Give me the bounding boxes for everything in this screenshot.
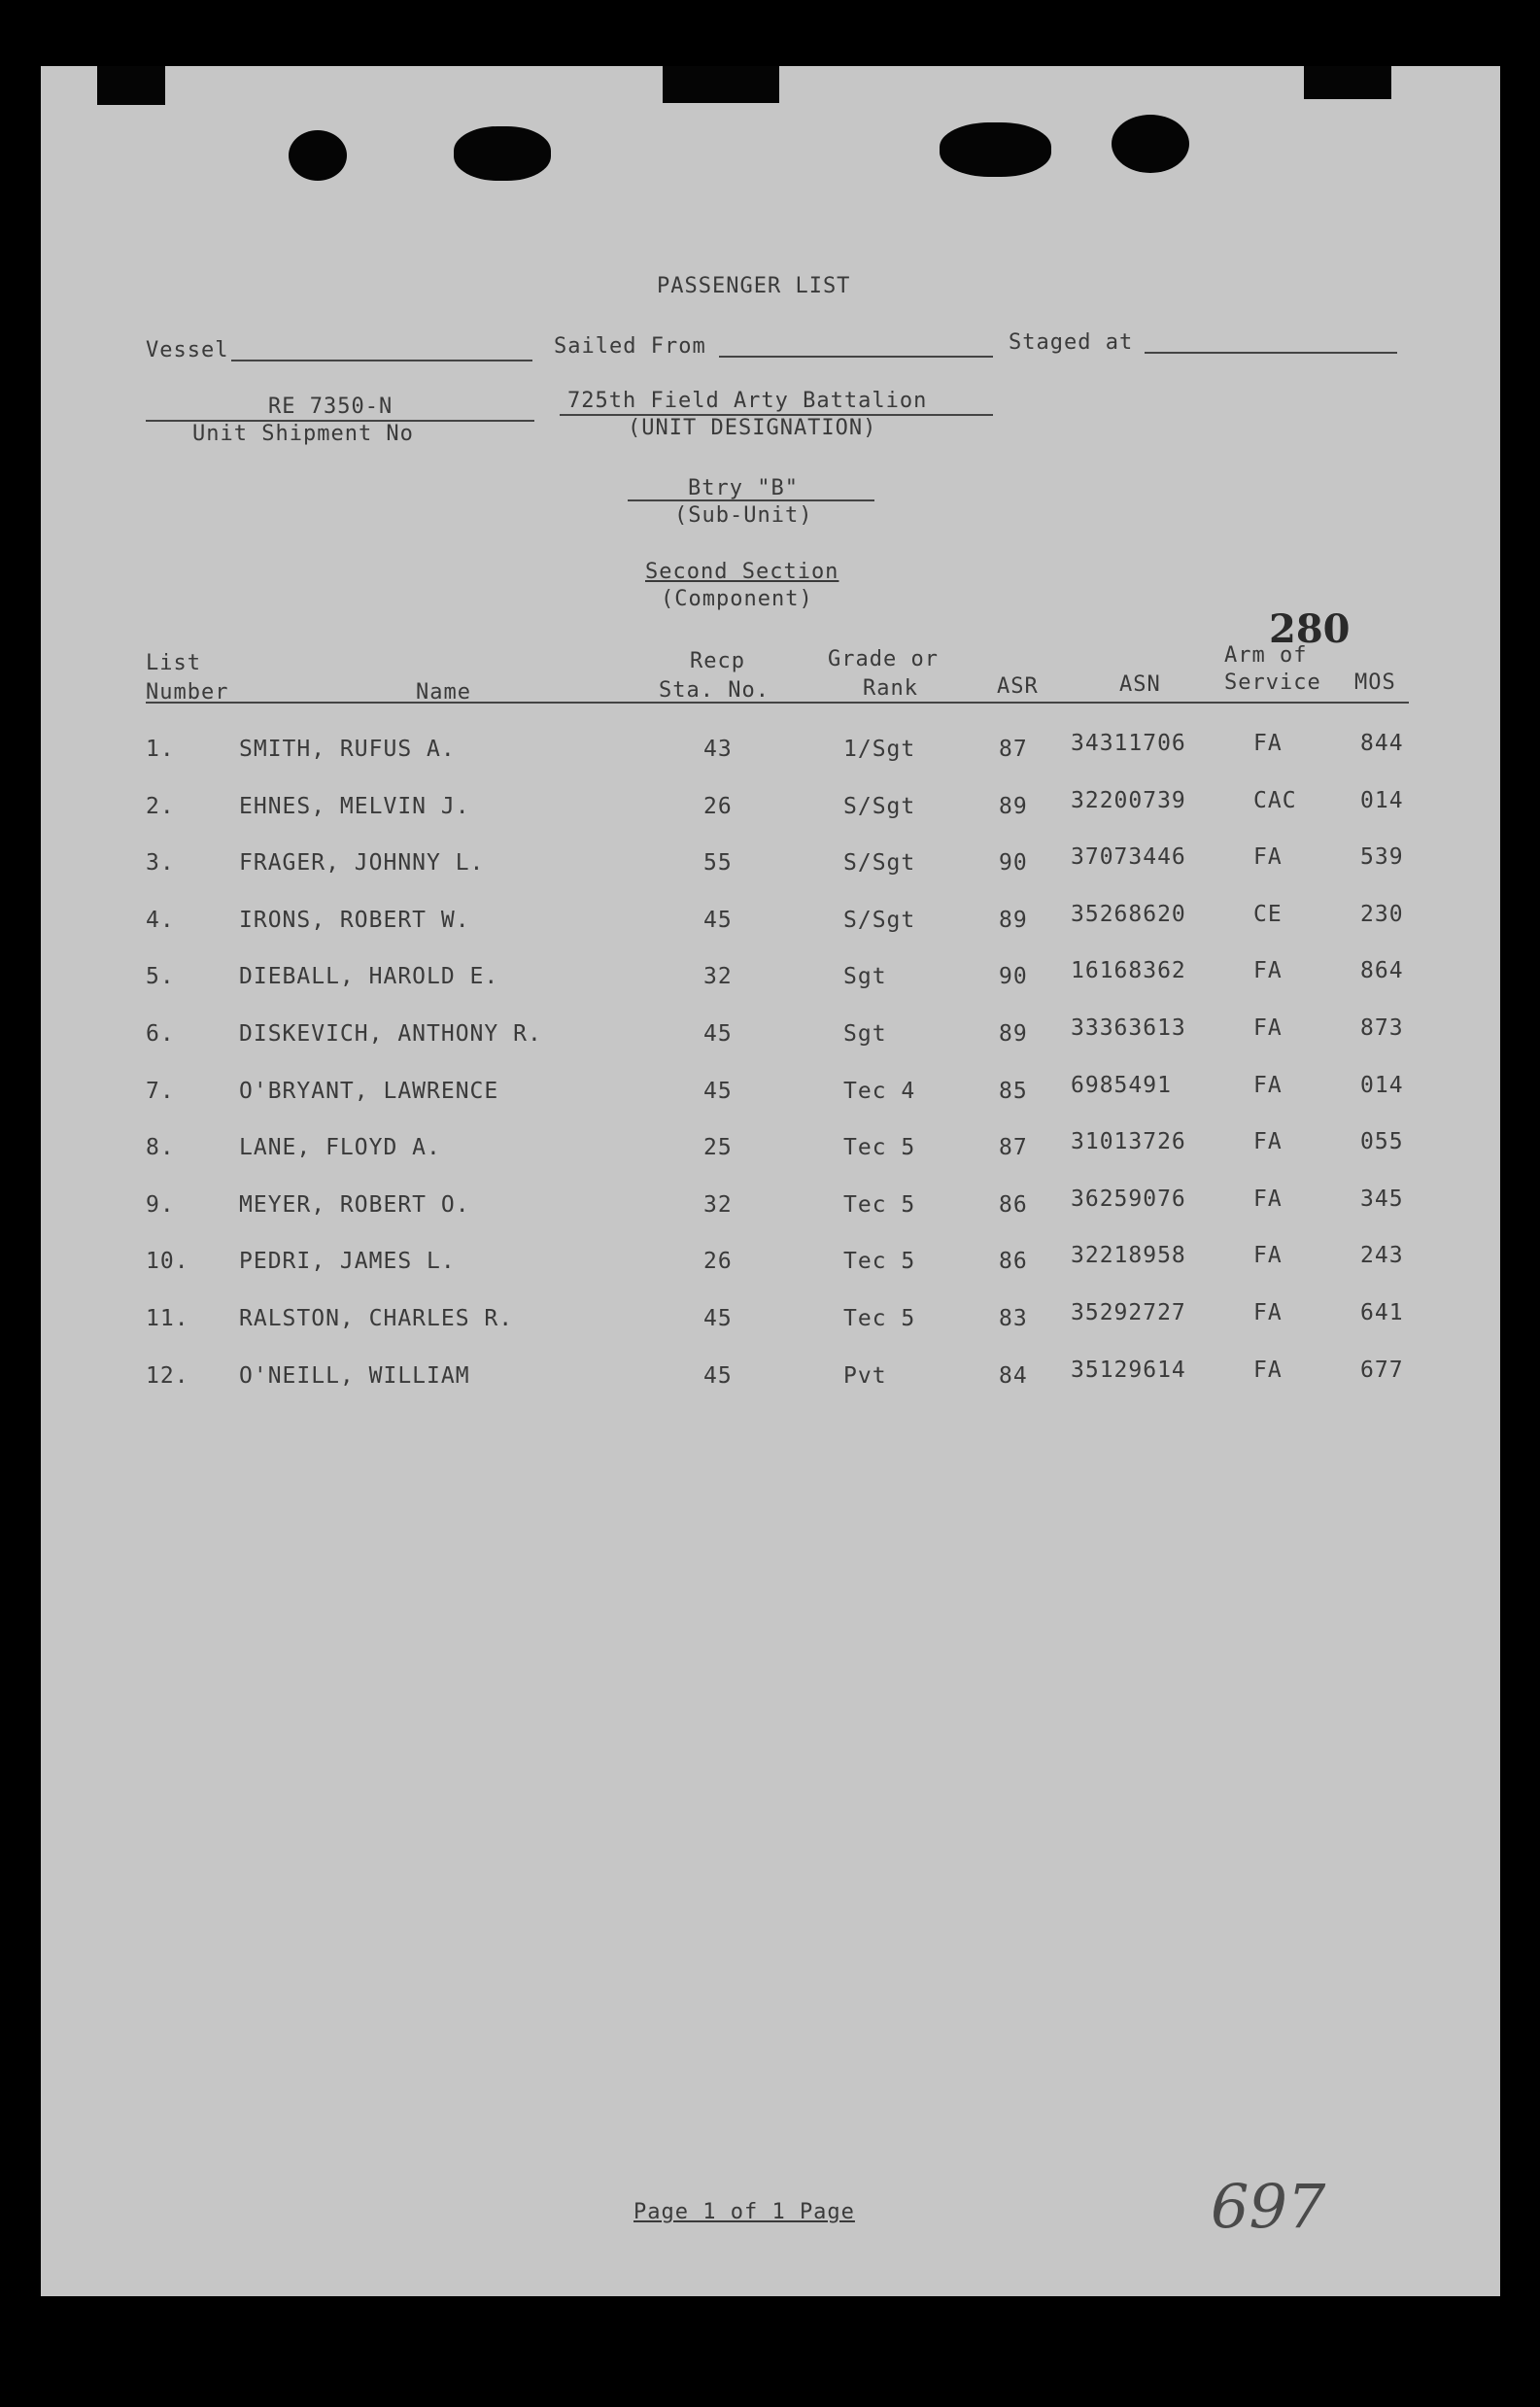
- row-recp-station: 45: [703, 1021, 733, 1047]
- row-mos: 014: [1360, 1073, 1404, 1098]
- row-mos: 055: [1360, 1129, 1404, 1154]
- row-grade: Tec 5: [843, 1192, 916, 1218]
- row-mos: 677: [1360, 1358, 1404, 1383]
- punch-hole: [940, 122, 1051, 177]
- row-grade: S/Sgt: [843, 908, 916, 933]
- row-recp-station: 45: [703, 1079, 733, 1104]
- row-arm-of-service: FA: [1253, 1243, 1283, 1268]
- row-asn: 33363613: [1071, 1015, 1186, 1041]
- row-asr: 86: [999, 1192, 1028, 1218]
- row-grade: S/Sgt: [843, 794, 916, 819]
- row-asr: 87: [999, 737, 1028, 762]
- row-name: DIEBALL, HAROLD E.: [239, 964, 499, 989]
- col-recp-2: Sta. No.: [659, 678, 770, 703]
- row-grade: Tec 5: [843, 1249, 916, 1274]
- row-arm-of-service: FA: [1253, 1358, 1283, 1383]
- row-asn: 35268620: [1071, 902, 1186, 927]
- sub-unit: Btry "B": [688, 476, 799, 500]
- staged-at-label: Staged at: [1009, 330, 1134, 355]
- row-list-number: 10.: [146, 1249, 189, 1274]
- stamp-number: 280: [1269, 606, 1351, 652]
- row-mos: 014: [1360, 788, 1404, 813]
- row-asr: 89: [999, 1021, 1028, 1047]
- row-list-number: 5.: [146, 964, 175, 989]
- row-list-number: 6.: [146, 1021, 175, 1047]
- row-mos: 873: [1360, 1015, 1404, 1041]
- row-grade: Tec 5: [843, 1306, 916, 1331]
- row-grade: Pvt: [843, 1363, 887, 1389]
- handwritten-number: 697: [1211, 2171, 1326, 2242]
- row-grade: Sgt: [843, 964, 887, 989]
- col-asn: ASN: [1119, 672, 1161, 697]
- col-name: Name: [416, 680, 471, 705]
- row-asn: 32200739: [1071, 788, 1186, 813]
- unit-caption: (UNIT DESIGNATION): [628, 416, 877, 440]
- col-list-number-1: List: [146, 651, 201, 675]
- row-mos: 539: [1360, 844, 1404, 870]
- row-list-number: 12.: [146, 1363, 189, 1389]
- row-asr: 90: [999, 850, 1028, 876]
- row-list-number: 11.: [146, 1306, 189, 1331]
- col-asr: ASR: [997, 674, 1039, 699]
- row-name: FRAGER, JOHNNY L.: [239, 850, 485, 876]
- row-arm-of-service: FA: [1253, 1186, 1283, 1212]
- row-arm-of-service: CE: [1253, 902, 1283, 927]
- row-grade: Sgt: [843, 1021, 887, 1047]
- component-caption: (Component): [661, 587, 813, 611]
- row-asr: 84: [999, 1363, 1028, 1389]
- row-asn: 37073446: [1071, 844, 1186, 870]
- row-recp-station: 32: [703, 964, 733, 989]
- row-mos: 230: [1360, 902, 1404, 927]
- row-grade: S/Sgt: [843, 850, 916, 876]
- row-asr: 85: [999, 1079, 1028, 1104]
- row-recp-station: 26: [703, 1249, 733, 1274]
- vessel-line: [231, 360, 532, 361]
- col-arm-2: Service: [1224, 671, 1321, 695]
- row-mos: 345: [1360, 1186, 1404, 1212]
- row-grade: Tec 5: [843, 1135, 916, 1160]
- row-grade: Tec 4: [843, 1079, 916, 1104]
- row-name: LANE, FLOYD A.: [239, 1135, 441, 1160]
- row-name: PEDRI, JAMES L.: [239, 1249, 456, 1274]
- row-arm-of-service: CAC: [1253, 788, 1297, 813]
- row-name: DISKEVICH, ANTHONY R.: [239, 1021, 542, 1047]
- component: Second Section: [645, 560, 839, 584]
- row-recp-station: 26: [703, 794, 733, 819]
- document-title: PASSENGER LIST: [657, 274, 851, 298]
- row-arm-of-service: FA: [1253, 731, 1283, 756]
- row-recp-station: 45: [703, 1363, 733, 1389]
- row-recp-station: 43: [703, 737, 733, 762]
- row-arm-of-service: FA: [1253, 1015, 1283, 1041]
- sailed-from-label: Sailed From: [554, 334, 706, 359]
- torn-edge-left: [97, 66, 165, 105]
- header-rule: [146, 702, 1409, 704]
- row-recp-station: 45: [703, 908, 733, 933]
- row-name: RALSTON, CHARLES R.: [239, 1306, 514, 1331]
- row-asn: 35129614: [1071, 1358, 1186, 1383]
- row-mos: 844: [1360, 731, 1404, 756]
- row-asr: 87: [999, 1135, 1028, 1160]
- row-asn: 35292727: [1071, 1300, 1186, 1325]
- row-asr: 90: [999, 964, 1028, 989]
- shipment-caption: Unit Shipment No: [192, 422, 414, 446]
- col-list-number-2: Number: [146, 680, 229, 705]
- row-name: EHNES, MELVIN J.: [239, 794, 470, 819]
- punch-hole: [1112, 115, 1189, 173]
- row-asr: 89: [999, 794, 1028, 819]
- vessel-label: Vessel: [146, 338, 229, 362]
- document-page: [41, 66, 1500, 2296]
- row-arm-of-service: FA: [1253, 844, 1283, 870]
- col-mos: MOS: [1354, 671, 1396, 695]
- torn-edge-right: [1304, 66, 1391, 99]
- row-asr: 89: [999, 908, 1028, 933]
- row-list-number: 4.: [146, 908, 175, 933]
- row-recp-station: 55: [703, 850, 733, 876]
- row-arm-of-service: FA: [1253, 1300, 1283, 1325]
- row-list-number: 1.: [146, 737, 175, 762]
- row-recp-station: 25: [703, 1135, 733, 1160]
- row-recp-station: 32: [703, 1192, 733, 1218]
- row-asn: 34311706: [1071, 731, 1186, 756]
- row-name: MEYER, ROBERT O.: [239, 1192, 470, 1218]
- sailed-from-line: [719, 356, 993, 358]
- row-asr: 83: [999, 1306, 1028, 1331]
- row-list-number: 2.: [146, 794, 175, 819]
- row-mos: 243: [1360, 1243, 1404, 1268]
- sub-unit-caption: (Sub-Unit): [674, 503, 813, 528]
- col-grade-1: Grade or: [828, 647, 939, 671]
- col-recp-1: Recp: [690, 649, 745, 673]
- col-grade-2: Rank: [863, 676, 918, 701]
- row-list-number: 7.: [146, 1079, 175, 1104]
- row-asn: 31013726: [1071, 1129, 1186, 1154]
- row-asr: 86: [999, 1249, 1028, 1274]
- row-asn: 16168362: [1071, 958, 1186, 983]
- col-arm-1: Arm of: [1224, 643, 1308, 668]
- page-number-text: Page 1 of 1 Page: [633, 2200, 855, 2224]
- row-mos: 641: [1360, 1300, 1404, 1325]
- row-list-number: 9.: [146, 1192, 175, 1218]
- row-asn: 32218958: [1071, 1243, 1186, 1268]
- row-arm-of-service: FA: [1253, 1129, 1283, 1154]
- sub-unit-line: [628, 499, 874, 501]
- row-list-number: 8.: [146, 1135, 175, 1160]
- unit-designation: 725th Field Arty Battalion: [567, 389, 928, 413]
- row-asn: 36259076: [1071, 1186, 1186, 1212]
- punch-hole: [454, 126, 551, 181]
- row-name: O'BRYANT, LAWRENCE: [239, 1079, 499, 1104]
- row-mos: 864: [1360, 958, 1404, 983]
- staged-at-line: [1145, 352, 1397, 354]
- punch-hole: [289, 130, 347, 181]
- row-arm-of-service: FA: [1253, 958, 1283, 983]
- shipment-number: RE 7350-N: [268, 395, 394, 419]
- torn-edge-middle: [663, 66, 779, 103]
- row-arm-of-service: FA: [1253, 1073, 1283, 1098]
- row-name: SMITH, RUFUS A.: [239, 737, 456, 762]
- row-grade: 1/Sgt: [843, 737, 916, 762]
- row-recp-station: 45: [703, 1306, 733, 1331]
- row-list-number: 3.: [146, 850, 175, 876]
- row-asn: 6985491: [1071, 1073, 1172, 1098]
- row-name: IRONS, ROBERT W.: [239, 908, 470, 933]
- row-name: O'NEILL, WILLIAM: [239, 1363, 470, 1389]
